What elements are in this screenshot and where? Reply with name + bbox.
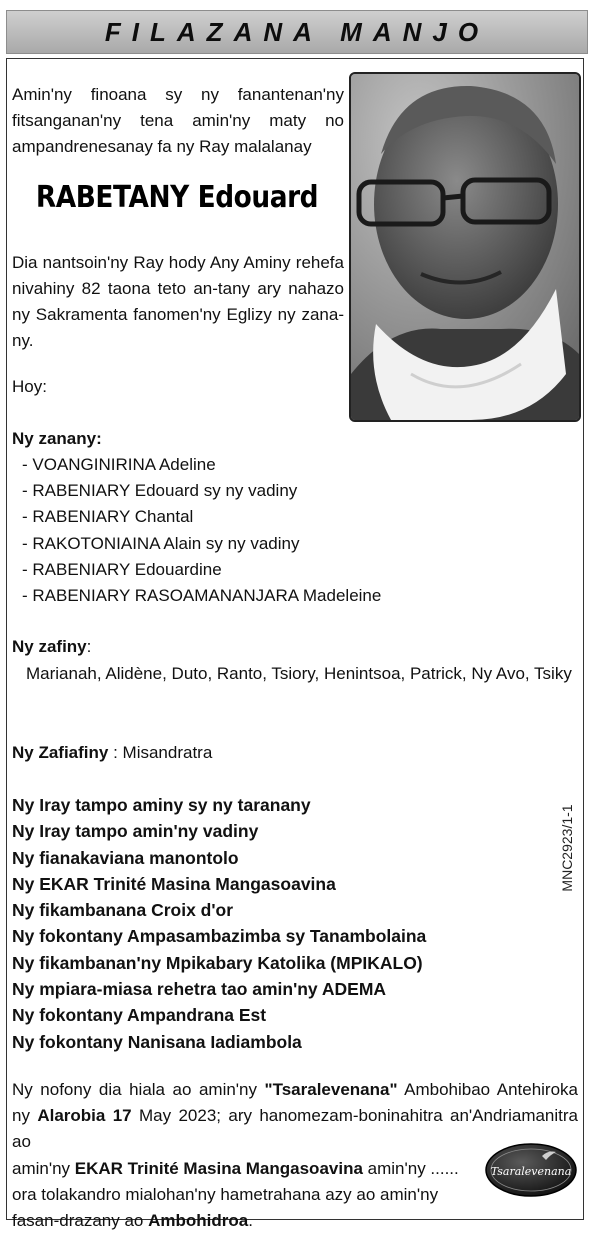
grandchildren-title: Ny zafiny xyxy=(12,637,87,656)
burial-place: Ambohidroa xyxy=(148,1211,249,1231)
children-list xyxy=(22,452,381,609)
closing-line-5 xyxy=(12,1208,578,1234)
grandchildren-heading xyxy=(12,634,91,660)
page-title: FILAZANA MANJO xyxy=(104,16,490,47)
reference-code: MNC2923/1-1 xyxy=(559,804,575,892)
list-item: - VOANGINIRINA Adeline xyxy=(22,455,216,474)
closing-text: fasan-drazany ao xyxy=(12,1211,149,1231)
closing-line-4: ora tolakandro mialohan'ny hametrahana azy ao amin'ny xyxy=(12,1184,439,1204)
grandchildren-names: Marianah, Alidène, Duto, Ranto, Tsiory, Henintsoa, Patrick, Ny Avo, Tsiky xyxy=(26,664,572,683)
closing-text: May 2023; ary hanomezam-boninahitra an'Andriamanitra ao xyxy=(12,1106,579,1152)
hoy-label: Hoy: xyxy=(12,377,47,396)
closing-text: Ambohibao Antehiroka xyxy=(397,1080,578,1099)
great-grandchildren-separator: : xyxy=(108,743,123,762)
closing-text: ny xyxy=(12,1106,38,1126)
list-item: Ny mpiara-miasa rehetra tao amin'ny ADEMA xyxy=(12,979,387,1000)
closing-text: amin'ny ...... xyxy=(362,1158,459,1178)
closing-text: . xyxy=(248,1211,253,1231)
tsaralevenana-logo xyxy=(484,1142,578,1198)
great-grandchildren-title: Ny Zafiafiny xyxy=(12,743,109,762)
list-item: - RABENIARY Edouardine xyxy=(22,559,222,579)
list-item: - RABENIARY RASOAMANANJARA Madeleine xyxy=(22,586,382,606)
list-item: Ny fikambanana Croix d'or xyxy=(12,900,234,921)
list-item: - RABENIARY Edouard sy ny vadiny xyxy=(22,481,298,501)
list-item: Ny fokontany Ampasambazimba sy Tanambolaina xyxy=(12,926,427,947)
church-name: EKAR Trinité Masina Mangasoavina xyxy=(74,1158,363,1178)
list-item: Ny Iray tampo aminy sy ny taranany xyxy=(12,795,311,815)
children-title: Ny zanany: xyxy=(12,429,102,448)
great-grandchildren-names: Misandratra xyxy=(122,743,213,762)
list-item: Ny fokontany Nanisana Iadiambola xyxy=(12,1031,302,1052)
list-item: Ny fokontany Ampandrana Est xyxy=(12,1005,267,1026)
portrait-photo xyxy=(349,72,581,422)
cemetery-name: "Tsaralevenana" xyxy=(264,1080,398,1099)
closing-text: amin'ny xyxy=(12,1158,75,1178)
list-item: - RABENIARY Chantal xyxy=(22,507,194,527)
list-item: Ny Iray tampo amin'ny vadiny xyxy=(12,821,259,842)
deceased-name: RABETANY Edouard xyxy=(35,180,319,215)
header-banner xyxy=(6,10,588,54)
list-item: - RAKOTONIAINA Alain sy ny vadiny xyxy=(22,533,300,553)
intro-text: Amin'ny finoana sy ny fanantenan'ny fitsanganan'ny tena amin'ny maty no ampandrenesanay fa ny Ray malalanay xyxy=(12,85,344,156)
funeral-day: Alarobia 17 xyxy=(37,1106,132,1126)
closing-text: Ny nofony dia hiala ao amin'ny xyxy=(12,1080,265,1099)
closing-line-1 xyxy=(12,1077,578,1103)
great-grandchildren-line xyxy=(12,740,212,766)
mourners-list xyxy=(12,792,426,1055)
death-notice-text: Dia nantsoin'ny Ray hody Any Aminy rehefa nivahiny 82 taona teto an-tany ary nahazo ny Sakramenta fanomen'ny Eglizy ny zana-ny. xyxy=(12,253,344,350)
grandchildren-separator: : xyxy=(86,637,92,656)
list-item: Ny fianakaviana manontolo xyxy=(12,847,239,868)
list-item: Ny fikambanan'ny Mpikabary Katolika (MPIKALO) xyxy=(12,952,423,973)
list-item: Ny EKAR Trinité Masina Mangasoavina xyxy=(12,873,336,894)
logo-text: Tsaralevenana xyxy=(490,1165,572,1178)
